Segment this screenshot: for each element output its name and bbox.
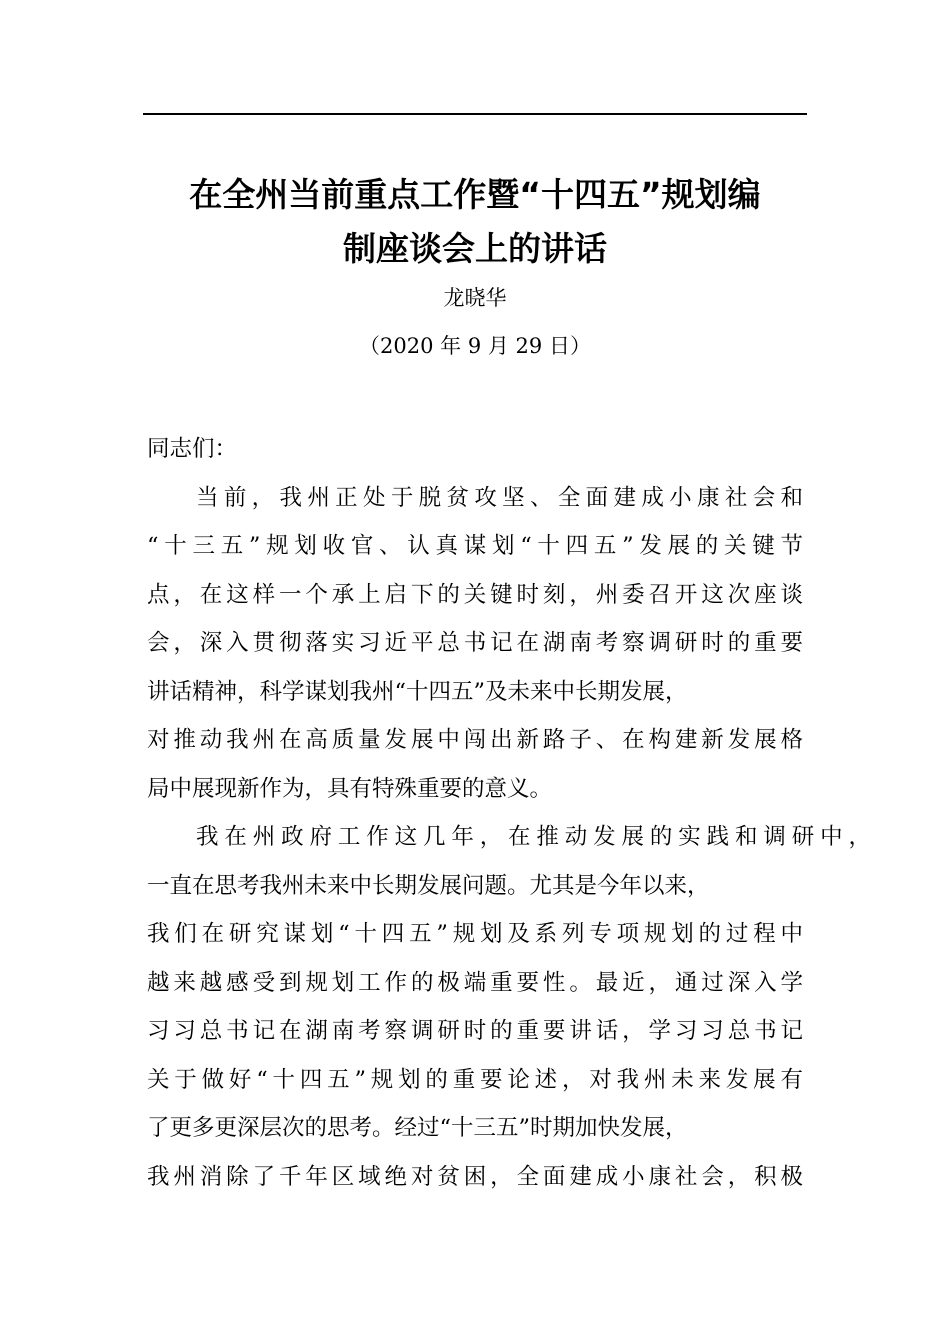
document-title <box>120 168 830 276</box>
paragraph-line: 讲话精神，科学谋划我州“十四五”及未来中长期发展， <box>147 678 688 705</box>
paragraph-line: 习习总书记在湖南考察调研时的重要讲话，学习习总书记 <box>147 1018 803 1044</box>
paragraph-line: 我州消除了千年区域绝对贫困，全面建成小康社会，积极 <box>147 1163 803 1190</box>
paragraph-line: 越来越感受到规划工作的极端重要性。最近，通过深入学 <box>147 969 803 996</box>
paragraph-line: 关于做好“十四五”规划的重要论述，对我州未来发展有 <box>147 1066 803 1093</box>
paragraph-line: 会，深入贯彻落实习近平总书记在湖南考察调研时的重要 <box>147 630 803 656</box>
paragraph-line: “十三五”规划收官、认真谋划“十四五”发展的关键节 <box>147 533 803 559</box>
body-text <box>147 425 871 1201</box>
paragraph-line: 了更多更深层次的思考。经过“十三五”时期加快发展， <box>147 1115 688 1141</box>
title-line: 制座谈会上的讲话 <box>343 229 607 268</box>
paragraph-line: 点，在这样一个承上启下的关键时刻，州委召开这次座谈 <box>147 581 803 608</box>
paragraph-line: 局中展现新作为，具有特殊重要的意义。 <box>147 775 553 802</box>
speech-date: （2020 年 9 月 29 日） <box>359 334 591 358</box>
paragraph-line: 对推动我州在高质量发展中闯出新路子、在构建新发展格 <box>147 727 803 753</box>
title-line: 在全州当前重点工作暨“十四五”规划编 <box>189 175 761 214</box>
header-rule <box>143 113 807 115</box>
paragraph-line: 我在州政府工作这几年，在推动发展的实践和调研中， <box>196 824 871 850</box>
paragraph-line: 一直在思考我州未来中长期发展问题。尤其是今年以来， <box>147 872 710 899</box>
paragraph-line: 我们在研究谋划“十四五”规划及系列专项规划的过程中 <box>147 921 803 947</box>
author-name: 龙晓华 <box>443 286 507 310</box>
paragraph-line: 当前，我州正处于脱贫攻坚、全面建成小康社会和 <box>196 484 803 511</box>
salutation: 同志们： <box>147 436 238 462</box>
